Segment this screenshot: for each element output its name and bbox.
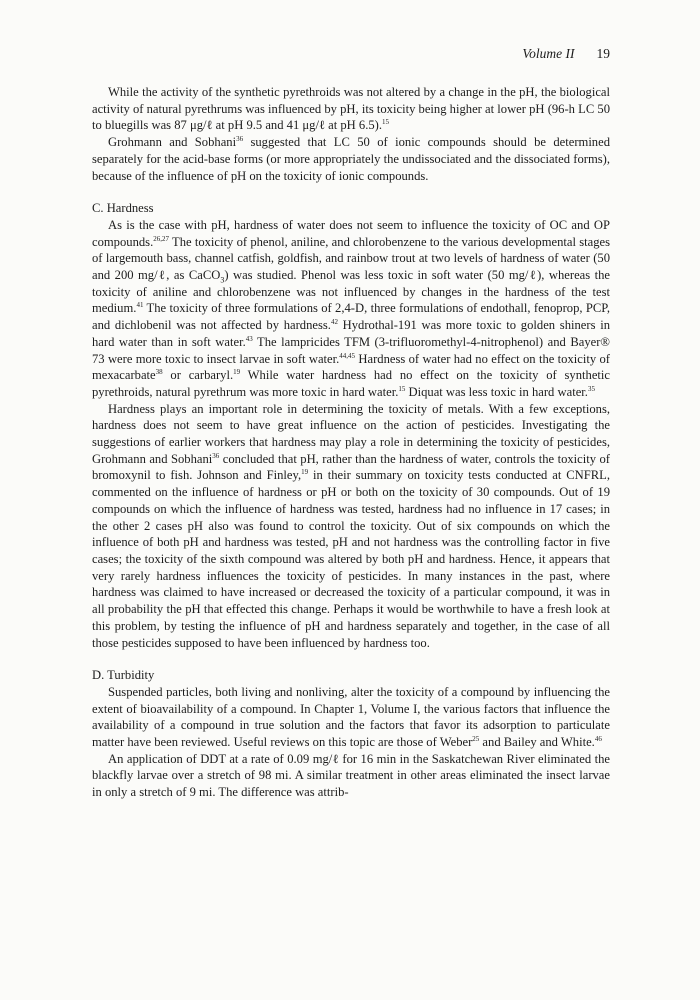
paragraph [92,401,610,652]
paragraph [92,217,610,401]
paragraph-text: The lampricides TFM (3-trifluoromethyl-4-nitrophenol) and Bayer® 73 were more toxic to insect larvae in soft water. [92,334,610,366]
section-heading-turbidity: D. Turbidity [92,668,155,683]
paragraph [92,84,610,134]
paragraph-text: suggested that LC 50 of ionic compounds should be determined separately for the acid-base forms (or more appropriately the undissociated and the dissociated forms), because of the influence of pH on the toxicity of ionic compounds. [92,135,610,183]
running-title: Volume II [522,46,575,61]
reference-marker: 36 [212,451,220,460]
paragraph-text: The toxicity of phenol, aniline, and chlorobenzene to the various developmental stages of largemouth bass, channel catfish, goldfish, and rainbow trout at two levels of hardness of water (50 and 200 mg/ℓ, as CaCO [92,234,610,283]
paragraph-text: Hardness of water had no effect on the toxicity of mexacarbate [92,351,610,383]
paragraph [92,684,610,751]
reference-marker: 15 [398,384,406,393]
paragraph-text: Suspended particles, both living and nonliving, alter the toxicity of a compound by influencing the extent of bioavailability of a compound. In Chapter 1, Volume I, the various factors that influence the availability of a compound in true solution and the factors that favor its adsorption to particulate matter have been reviewed. Useful reviews on this topic are those of Weber [92,684,610,750]
paragraph-text: While the activity of the synthetic pyrethroids was not altered by a change in the pH, the biological activity of natural pyrethrums was influenced by pH, its toxicity being higher at lower pH (96-h LC 50 to bluegills was 87 μg/ℓ at pH 9.5 and 41 μg/ℓ at pH 6.5). [92,85,610,133]
reference-marker: 44,45 [339,351,356,360]
reference-marker: 43 [245,334,253,343]
paragraph-text: in their summary on toxicity tests conducted at CNFRL, commented on the influence of hardness or pH or both on the toxicity of 30 compounds. Out of 19 compounds on which the influence of hardness was tested, hardness had no influence in 17 cases; in the other 2 cases pH also was found to control the toxicity. Out of six compounds on which the influence of both pH and hardness was tested, pH and not hardness was the controlling factor in five cases; the toxicity of the sixth compound was altered by both pH and hardness. Hence, it appears that very rarely hardness influences the toxicity of pesticides. In many instances in the past, where hardness was claimed to have increased or decreased the toxicity of a particular compound, it was in all probability the pH that effected this change. Perhaps it would be worthwhile to have a fresh look at this problem, by testing the influence of pH and hardness separately and together, in the case of all those pesticides supposed to have been influenced by hardness too. [92,468,610,650]
page-body [92,84,610,801]
section-heading-hardness: C. Hardness [92,201,154,216]
reference-marker: 46 [594,734,602,743]
reference-marker: 41 [136,301,144,310]
reference-marker: 25 [472,734,480,743]
reference-marker: 15 [382,118,390,127]
reference-marker: 19 [233,368,241,377]
reference-marker: 38 [155,368,163,377]
subscript: 3 [220,275,225,285]
reference-marker: 42 [330,317,338,326]
paragraph-text: ) was studied. Phenol was less toxic in soft water (50 mg/ℓ), whereas the toxicity of aniline and chlorobenzene was not influenced by changes in the hardness of the test medium. [92,268,610,316]
paragraph-text: While water hardness had no effect on the toxicity of synthetic pyrethroids, natural pyrethrum was more toxic in hard water. [92,368,610,399]
page-number: 19 [596,46,610,61]
reference-marker: 35 [587,384,595,393]
paragraph-text: or carbaryl. [162,368,234,383]
paragraph-text: The toxicity of three formulations of 2,4-D, three formulations of endothall, fenoprop, PCP, and dichlobenil was not affected by hardness. [92,301,610,333]
paragraph-text: Hydrothal-191 was more toxic to golden shiners in hard water than in soft water. [92,318,610,349]
paragraph-text: Hardness plays an important role in determining the toxicity of metals. With a few exceptions, hardness does not seem to have great influence on the action of pesticides. Investigating the suggestions of earlier workers that hardness may play a role in determining the toxicity of pesticides, Grohmann and Sobhani [92,401,610,466]
reference-marker: 19 [301,468,309,477]
paragraph-text: Grohmann and Sobhani [108,135,237,150]
page-header [92,46,610,62]
reference-marker: 36 [236,134,244,143]
paragraph: An application of DDT at a rate of 0.09 mg/ℓ for 16 min in the Saskatchewan River eliminated the blackfly larvae over a stretch of 98 mi. A similar treatment in other areas eliminated the insect larvae in only a stretch of 9 mi. The difference was attrib- [92,751,610,800]
paragraph-text: As is the case with pH, hardness of water does not seem to influence the toxicity of OC and OP compounds. [92,217,610,249]
paragraph-text: and Bailey and White. [479,735,595,750]
paragraph-text: concluded that pH, rather than the hardness of water, controls the toxicity of bromoxynil to fish. Johnson and Finley, [92,451,610,483]
paragraph-text: Diquat was less toxic in hard water. [405,384,588,399]
paragraph [92,134,610,184]
reference-marker: 26,27 [153,234,169,243]
